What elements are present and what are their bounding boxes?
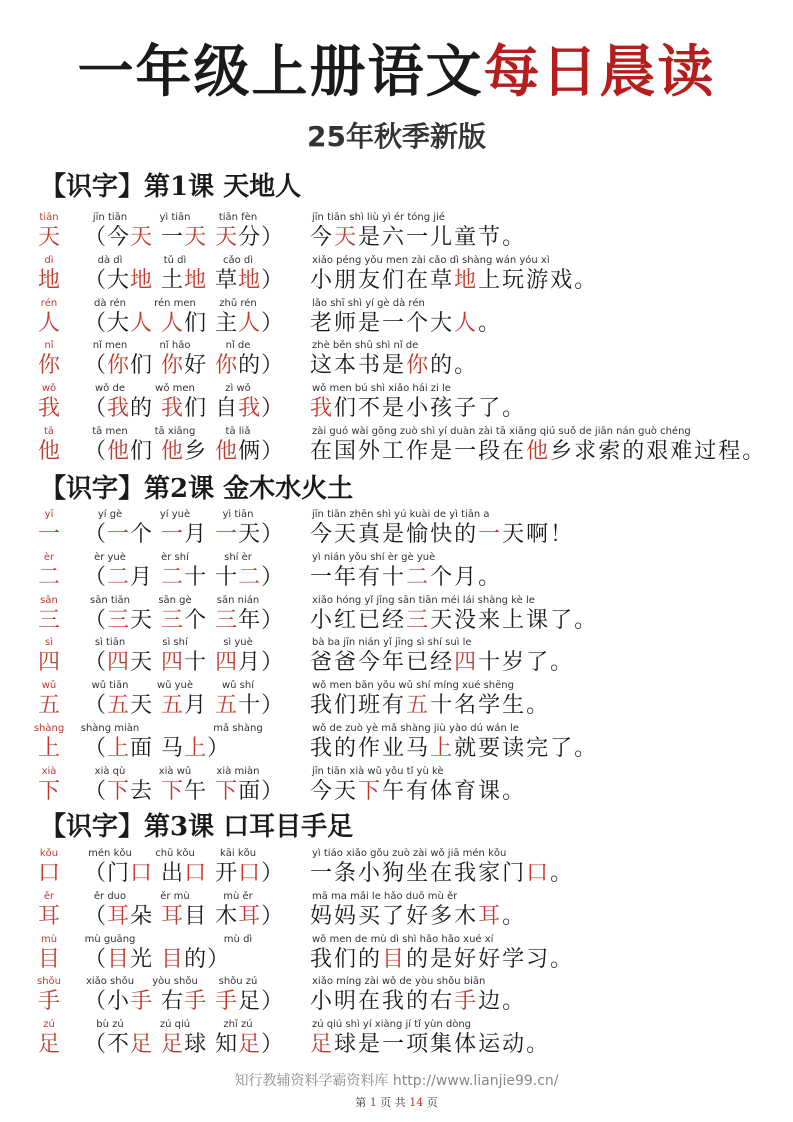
word-pinyin: nǐ men [92,340,128,352]
lesson-heading: 【识字】第2课 金木水火土 [40,474,354,504]
word-pinyin: jīn tiān [92,212,128,223]
character: 三 [38,607,61,633]
word-list: （大人 人们 主人） [84,310,285,336]
word-list: （二月 二十 十二） [84,564,285,590]
character-pinyin: kǒu [39,848,59,859]
lesson-heading: 【识字】第1课 天地人 [40,172,302,202]
footer-source: 知行教辅资料学霸资料库 http://www.lianjie99.cn/ [234,1073,559,1089]
word-pinyin: tā xiāng [154,426,196,437]
word-pinyin: zú qiú [159,1019,191,1031]
character-pinyin: zú [43,1019,55,1031]
word-pinyin: yì tiān [222,509,254,520]
example-sentence: 小明在我的右手边。 [310,989,527,1015]
sentence-pinyin: wǒ men bú shì xiǎo hái zi le [312,383,451,395]
word-list: （一个 一月 一天） [84,522,285,547]
page-prefix: 第 [355,1096,367,1109]
word-pinyin: yòu shǒu [152,976,198,988]
word-list: （上面 马上） [84,736,231,761]
word-list: （五天 五月 五十） [84,693,285,719]
page-title-highlight: 每日晨读 [483,40,716,105]
character: 手 [38,989,61,1015]
word-list: （不足 足球 知足） [84,1032,285,1058]
character: 足 [38,1032,61,1058]
character-pinyin: sān [40,594,58,606]
character: 一 [38,522,61,547]
sentence-pinyin: xiǎo péng yǒu men zài cǎo dì shàng wán yóu xì [312,254,550,266]
word-list: （今天 一天 天分） [84,225,285,250]
sentence-pinyin: wǒ men de mù dì shì hǎo hǎo xué xí [312,933,494,945]
word-pinyin: nǐ hǎo [159,340,191,352]
character-pinyin: rén [40,297,58,309]
word-pinyin: sì tiān [94,637,126,649]
example-sentence: 今天是六一儿童节。 [310,225,527,250]
sentence-pinyin: bà ba jīn nián yǐ jīng sì shí suì le [312,637,472,649]
character-row [0,723,793,765]
character-pinyin: mù [40,933,58,945]
character: 天 [38,225,61,250]
sentence-pinyin: wǒ de zuò yè mǎ shàng jiù yào dú wán le [312,723,519,734]
word-pinyin: ěr duo [93,890,127,902]
character: 二 [38,564,61,590]
character: 耳 [38,903,61,929]
sentence-pinyin: xiǎo hóng yǐ jīng sān tiān méi lái shàng kè le [312,594,535,606]
character: 四 [38,650,61,676]
character-row [0,637,793,679]
sentence-pinyin: zài guó wài gōng zuò shì yí duàn zài tā xiāng qiú suǒ de jiān nán guò chéng [312,426,691,437]
page-title-main: 一年级上册语文 [77,40,484,105]
character: 你 [38,353,61,379]
character-pinyin: ěr [43,890,55,902]
word-pinyin: xià miàn [216,765,260,777]
character: 目 [38,946,61,972]
character: 五 [38,693,61,719]
word-pinyin: xià qù [94,765,126,777]
word-pinyin: dà rén [93,297,127,309]
character-pinyin: wǒ [41,383,57,395]
word-pinyin: èr shí [161,551,189,563]
word-pinyin: wǔ shí [221,680,255,692]
page-title [0,40,793,106]
character-pinyin: èr [43,551,55,563]
character-pinyin: nǐ [44,340,54,352]
character-row [0,766,793,808]
example-sentence: 小朋友们在草地上玩游戏。 [310,267,599,293]
example-sentence: 足球是一项集体运动。 [310,1032,551,1058]
example-sentence: 在国外工作是一段在他乡求索的艰难过程。 [310,439,767,464]
character: 他 [38,439,61,464]
character: 上 [38,736,61,761]
word-list: （你们 你好 你的） [84,353,285,379]
word-list: （三天 三个 三年） [84,607,285,633]
word-pinyin: mǎ shàng [213,723,263,734]
character-pinyin: shǒu [36,976,62,988]
page-current: 1 [369,1096,377,1109]
word-pinyin: tiān fèn [218,212,258,223]
character: 人 [38,310,61,336]
word-pinyin: bù zú [96,1019,124,1031]
sentence-pinyin: zú qiú shì yí xiàng jí tǐ yùn dòng [312,1019,472,1031]
character: 口 [38,861,61,886]
example-sentence: 今天真是愉快的一天啊！ [310,522,575,547]
character-pinyin: xià [41,765,57,777]
word-pinyin: cǎo dì [222,254,254,266]
page-total: 14 [409,1096,424,1109]
word-list: （门口 出口 开口） [84,861,285,886]
character-row [0,509,793,551]
character-row [0,552,793,594]
character-row [0,383,793,425]
character-row [0,255,793,297]
example-sentence: 我们的目的是好好学习。 [310,946,575,972]
lesson-heading: 【识字】第3课 口耳目手足 [40,812,354,842]
word-list: （他们 他乡 他俩） [84,439,285,464]
example-sentence: 爸爸今年已经四十岁了。 [310,650,575,676]
word-pinyin: rén men [154,297,196,309]
example-sentence: 妈妈买了好多木耳。 [310,903,527,929]
word-pinyin: wǔ yuè [156,680,194,692]
example-sentence: 我们班有五十名学生。 [310,693,551,719]
sentence-pinyin: jīn tiān zhēn shì yú kuài de yì tiān a [312,509,490,520]
sentence-pinyin: jīn tiān xià wǔ yǒu tǐ yù kè [312,765,444,777]
character-row [0,298,793,340]
page-subtitle: 25年秋季新版 [307,120,486,153]
sentence-pinyin: wǒ men bān yǒu wǔ shí míng xué shēng [312,680,514,692]
word-list: （下去 下午 下面） [84,778,285,804]
character-pinyin: tā [43,426,55,437]
character: 我 [38,396,61,422]
character-pinyin: sì [45,637,53,649]
page-mid: 页 共 [380,1096,406,1109]
word-list: （目光 目的） [84,946,231,972]
character-row [0,1019,793,1061]
example-sentence: 我的作业马上就要读完了。 [310,736,599,761]
word-pinyin: zhī zú [223,1019,253,1031]
word-pinyin: xià wǔ [158,765,192,777]
character-row [0,848,793,890]
word-list: （我的 我们 自我） [84,396,285,422]
example-sentence: 今天下午有体育课。 [310,778,527,804]
sentence-pinyin: jīn tiān shì liù yì ér tóng jié [312,212,445,223]
word-list: （耳朵 耳目 木耳） [84,903,285,929]
sentence-pinyin: yì nián yǒu shí èr gè yuè [312,551,436,563]
word-pinyin: zì wǒ [225,383,251,395]
word-pinyin: zhǔ rén [219,297,257,309]
character: 地 [38,267,61,293]
word-pinyin: sì shí [162,637,188,649]
word-pinyin: chū kǒu [155,848,195,859]
word-pinyin: nǐ de [225,340,251,352]
word-pinyin: mén kǒu [88,848,132,859]
word-pinyin: mù ěr [223,890,253,902]
word-pinyin: tā liǎ [225,426,251,437]
example-sentence: 一条小狗坐在我家门口。 [310,861,575,886]
character-row [0,426,793,468]
character-row [0,595,793,637]
word-pinyin: shǒu zú [218,976,258,988]
word-pinyin: yì tiān [159,212,191,223]
example-sentence: 这本书是你的。 [310,353,479,379]
page-suffix: 页 [426,1096,438,1109]
example-sentence: 小红已经三天没来上课了。 [310,607,599,633]
sentence-pinyin: yì tiáo xiǎo gǒu zuò zài wǒ jiā mén kǒu [312,848,507,859]
word-pinyin: ěr mù [160,890,190,902]
page-number [0,1094,793,1110]
example-sentence: 一年有十二个月。 [310,564,503,590]
example-sentence: 老师是一个大人。 [310,310,503,336]
word-pinyin: kāi kǒu [219,848,257,859]
sentence-pinyin: xiǎo míng zài wǒ de yòu shǒu biān [312,976,486,988]
character-pinyin: yī [44,509,54,520]
character-pinyin: dì [44,254,54,266]
word-list: （四天 四十 四月） [84,650,285,676]
character-pinyin: wǔ [41,680,57,692]
sentence-pinyin: lǎo shī shì yí gè dà rén [312,297,425,309]
word-list: （小手 右手 手足） [84,989,285,1015]
word-pinyin: tǔ dì [163,254,187,266]
word-pinyin: sān gè [158,594,192,606]
word-pinyin: tā men [92,426,128,437]
word-pinyin: yí yuè [159,509,191,520]
character-row [0,212,793,254]
character-row [0,340,793,382]
character: 下 [38,778,61,804]
character-row [0,680,793,722]
word-pinyin: yí gè [97,509,123,520]
character-pinyin: tiān [39,212,59,223]
word-pinyin: èr yuè [94,551,126,563]
sentence-pinyin: zhè běn shū shì nǐ de [312,340,419,352]
word-pinyin: sì yuè [223,637,253,649]
word-pinyin: mù guāng [84,933,136,945]
word-pinyin: wǒ men [155,383,195,395]
word-pinyin: dà dì [97,254,123,266]
word-pinyin: wǒ de [95,383,125,395]
character-pinyin: shàng [33,723,65,734]
character-row [0,934,793,976]
word-pinyin: xiǎo shǒu [85,976,135,988]
word-list: （大地 土地 草地） [84,267,285,293]
word-pinyin: mù dì [223,933,253,945]
word-pinyin: sān tiān [89,594,131,606]
character-row [0,891,793,933]
character-row [0,976,793,1018]
word-pinyin: shí èr [224,551,252,563]
sentence-pinyin: mā ma mǎi le hǎo duō mù ěr [312,890,458,902]
word-pinyin: wǔ tiān [91,680,129,692]
word-pinyin: sān nián [216,594,260,606]
word-pinyin: shàng miàn [80,723,140,734]
example-sentence: 我们不是小孩子了。 [310,396,527,422]
